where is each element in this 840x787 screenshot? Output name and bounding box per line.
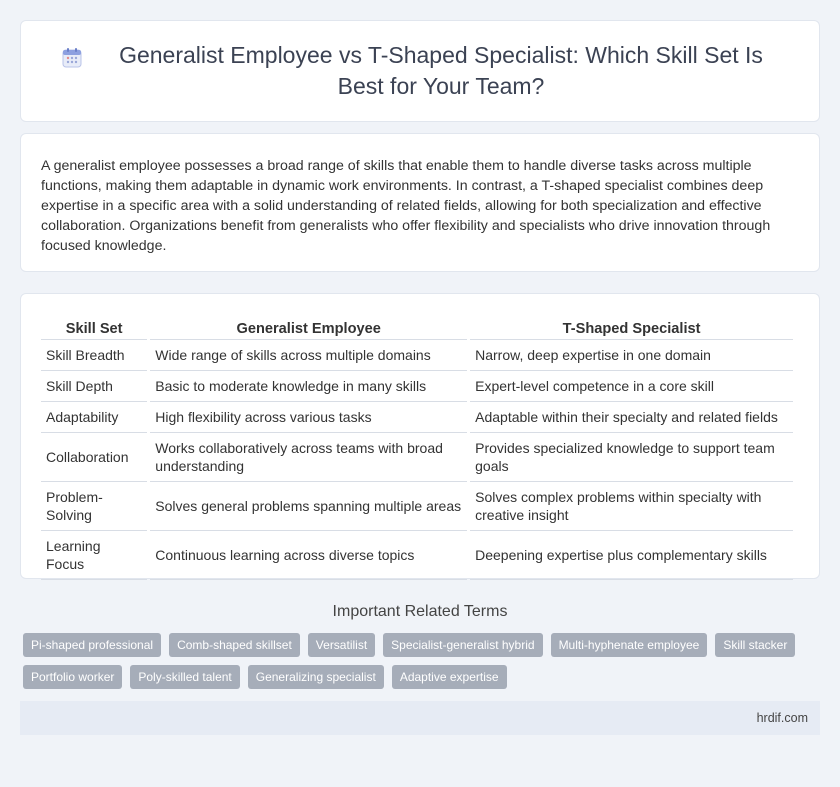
tag-multi-hyphenate-employee[interactable]: Multi-hyphenate employee [551,633,708,657]
tag-pi-shaped-professional[interactable]: Pi-shaped professional [23,633,161,657]
title-row [61,40,779,102]
tag-comb-shaped-skillset[interactable]: Comb-shaped skillset [169,633,300,657]
header-skill-set: Skill Set [41,314,147,340]
table-row [41,371,793,402]
tag-poly-skilled-talent[interactable]: Poly-skilled talent [130,665,239,689]
tag-generalizing-specialist[interactable]: Generalizing specialist [248,665,384,689]
header-generalist: Generalist Employee [150,314,467,340]
t-shaped-cell: Deepening expertise plus complementary skills [470,531,793,580]
t-shaped-cell: Provides specialized knowledge to support team goals [470,433,793,482]
header-t-shaped: T-Shaped Specialist [470,314,793,340]
footer-site-link[interactable]: hrdif.com [756,711,808,725]
tag-list [20,633,800,689]
generalist-cell: Works collaboratively across teams with broad understanding [150,433,467,482]
tag-portfolio-worker[interactable]: Portfolio worker [23,665,122,689]
header-card [20,20,820,122]
tag-versatilist[interactable]: Versatilist [308,633,375,657]
table-row [41,402,793,433]
generalist-cell: Basic to moderate knowledge in many skills [150,371,467,402]
table-row [41,531,793,580]
row-label: Skill Depth [41,371,147,402]
table-row [41,433,793,482]
comparison-card [20,293,820,579]
row-label: Skill Breadth [41,340,147,371]
generalist-cell: Continuous learning across diverse topics [150,531,467,580]
row-label: Adaptability [41,402,147,433]
calendar-icon [61,47,83,69]
table-header-row [41,314,793,340]
tag-skill-stacker[interactable]: Skill stacker [715,633,795,657]
row-label: Collaboration [41,433,147,482]
generalist-cell: Solves general problems spanning multiple areas [150,482,467,531]
row-label: Problem-Solving [41,482,147,531]
intro-card [20,133,820,272]
t-shaped-cell: Solves complex problems within specialty with creative insight [470,482,793,531]
footer [20,701,820,735]
generalist-cell: Wide range of skills across multiple domains [150,340,467,371]
tag-specialist-generalist-hybrid[interactable]: Specialist-generalist hybrid [383,633,542,657]
intro-paragraph: A generalist employee possesses a broad range of skills that enable them to handle diverse tasks across multiple functions, making them adaptable in dynamic work environments. In contrast, a T-shaped specialist combines deep expertise in a specific area with a solid understanding of related fields, allowing for both specialization and effective collaboration. Organizations benefit from generalists who offer flexibility and specialists who drive innovation through focused knowledge. [41,158,771,254]
generalist-cell: High flexibility across various tasks [150,402,467,433]
comparison-table [38,314,796,580]
t-shaped-cell: Narrow, deep expertise in one domain [470,340,793,371]
table-row [41,340,793,371]
tag-adaptive-expertise[interactable]: Adaptive expertise [392,665,507,689]
related-terms-title: Important Related Terms [332,603,508,620]
row-label: Learning Focus [41,531,147,580]
table-row [41,482,793,531]
t-shaped-cell: Adaptable within their specialty and related fields [470,402,793,433]
page-title: Generalist Employee vs T-Shaped Specialist: Which Skill Set Is Best for Your Team? [119,42,763,99]
t-shaped-cell: Expert-level competence in a core skill [470,371,793,402]
related-terms-section [20,603,820,689]
